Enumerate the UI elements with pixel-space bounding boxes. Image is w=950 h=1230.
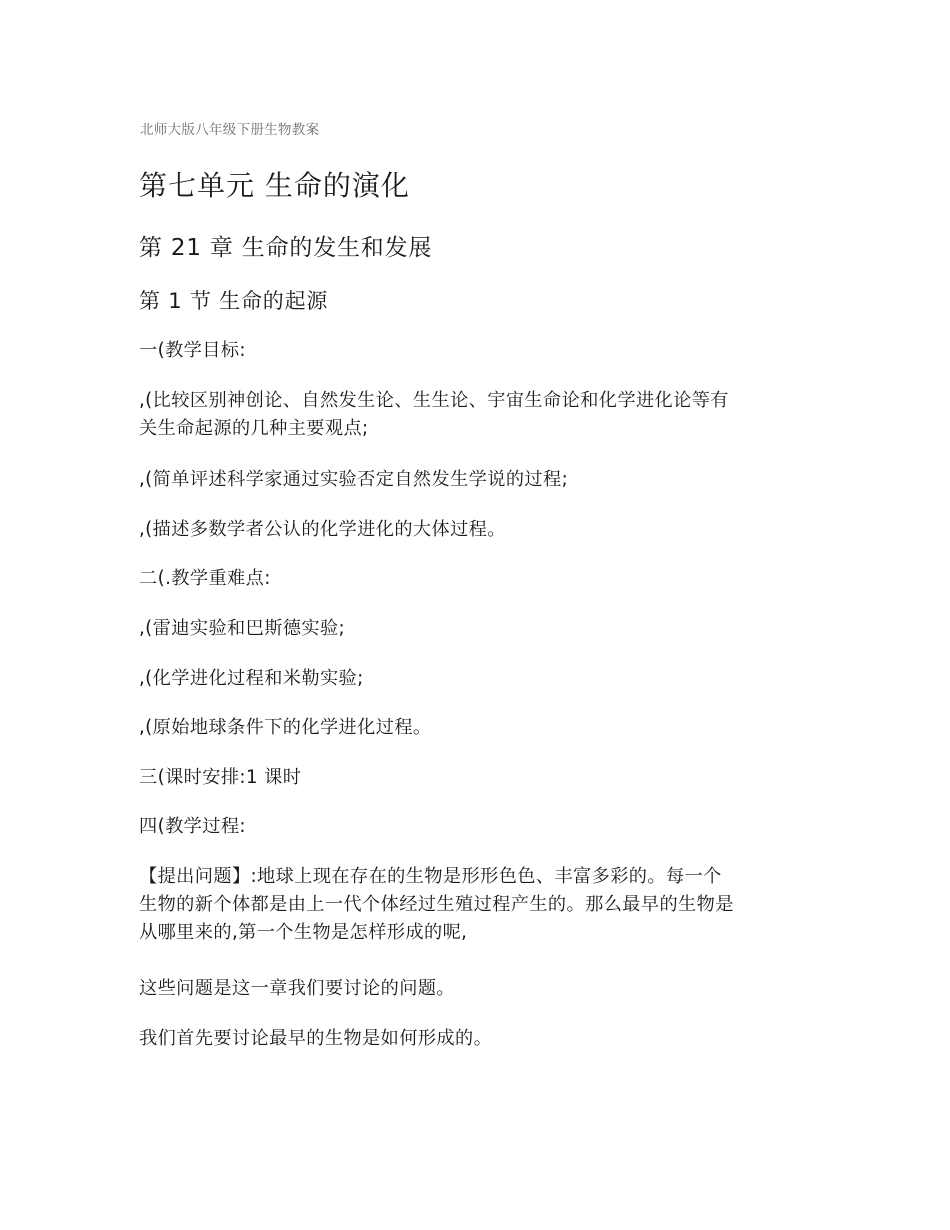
objective-1-line-2: 关生命起源的几种主要观点; <box>139 418 369 439</box>
unit-title: 第七单元 生命的演化 <box>139 169 410 202</box>
question-line-1: 【提出问题】:地球上现在存在的生物是形形色色、丰富多彩的。每一个 <box>139 866 722 887</box>
keypoints-heading: 二(.教学重难点: <box>139 568 271 589</box>
objective-1-line-1: ,(比较区别神创论、自然发生论、生生论、宇宙生命论和化学进化论等有 <box>139 390 729 411</box>
objectives-heading: 一(教学目标: <box>139 340 246 361</box>
section-title: 第 1 节 生命的起源 <box>139 289 329 313</box>
objective-3: ,(描述多数学者公认的化学进化的大体过程。 <box>139 519 506 540</box>
page-header: 北师大版八年级下册生物教案 <box>140 122 320 138</box>
question-line-3: 从哪里来的,第一个生物是怎样形成的呢, <box>139 922 468 943</box>
question-paragraph <box>139 863 819 947</box>
paragraph-2: 我们首先要讨论最早的生物是如何形成的。 <box>139 1028 493 1049</box>
schedule: 三(课时安排:1 课时 <box>139 767 302 788</box>
paragraph-1: 这些问题是这一章我们要讨论的问题。 <box>139 978 455 999</box>
question-line-2: 生物的新个体都是由上一代个体经过生殖过程产生的。那么最早的生物是 <box>139 894 734 915</box>
process-heading: 四(教学过程: <box>139 816 246 837</box>
objective-1 <box>139 387 819 443</box>
keypoint-1: ,(雷迪实验和巴斯德实验; <box>139 618 346 639</box>
objective-2: ,(简单评述科学家通过实验否定自然发生学说的过程; <box>139 469 569 490</box>
chapter-title: 第 21 章 生命的发生和发展 <box>139 235 433 261</box>
keypoint-3: ,(原始地球条件下的化学进化过程。 <box>139 717 432 738</box>
keypoint-2: ,(化学进化过程和米勒实验; <box>139 668 364 689</box>
